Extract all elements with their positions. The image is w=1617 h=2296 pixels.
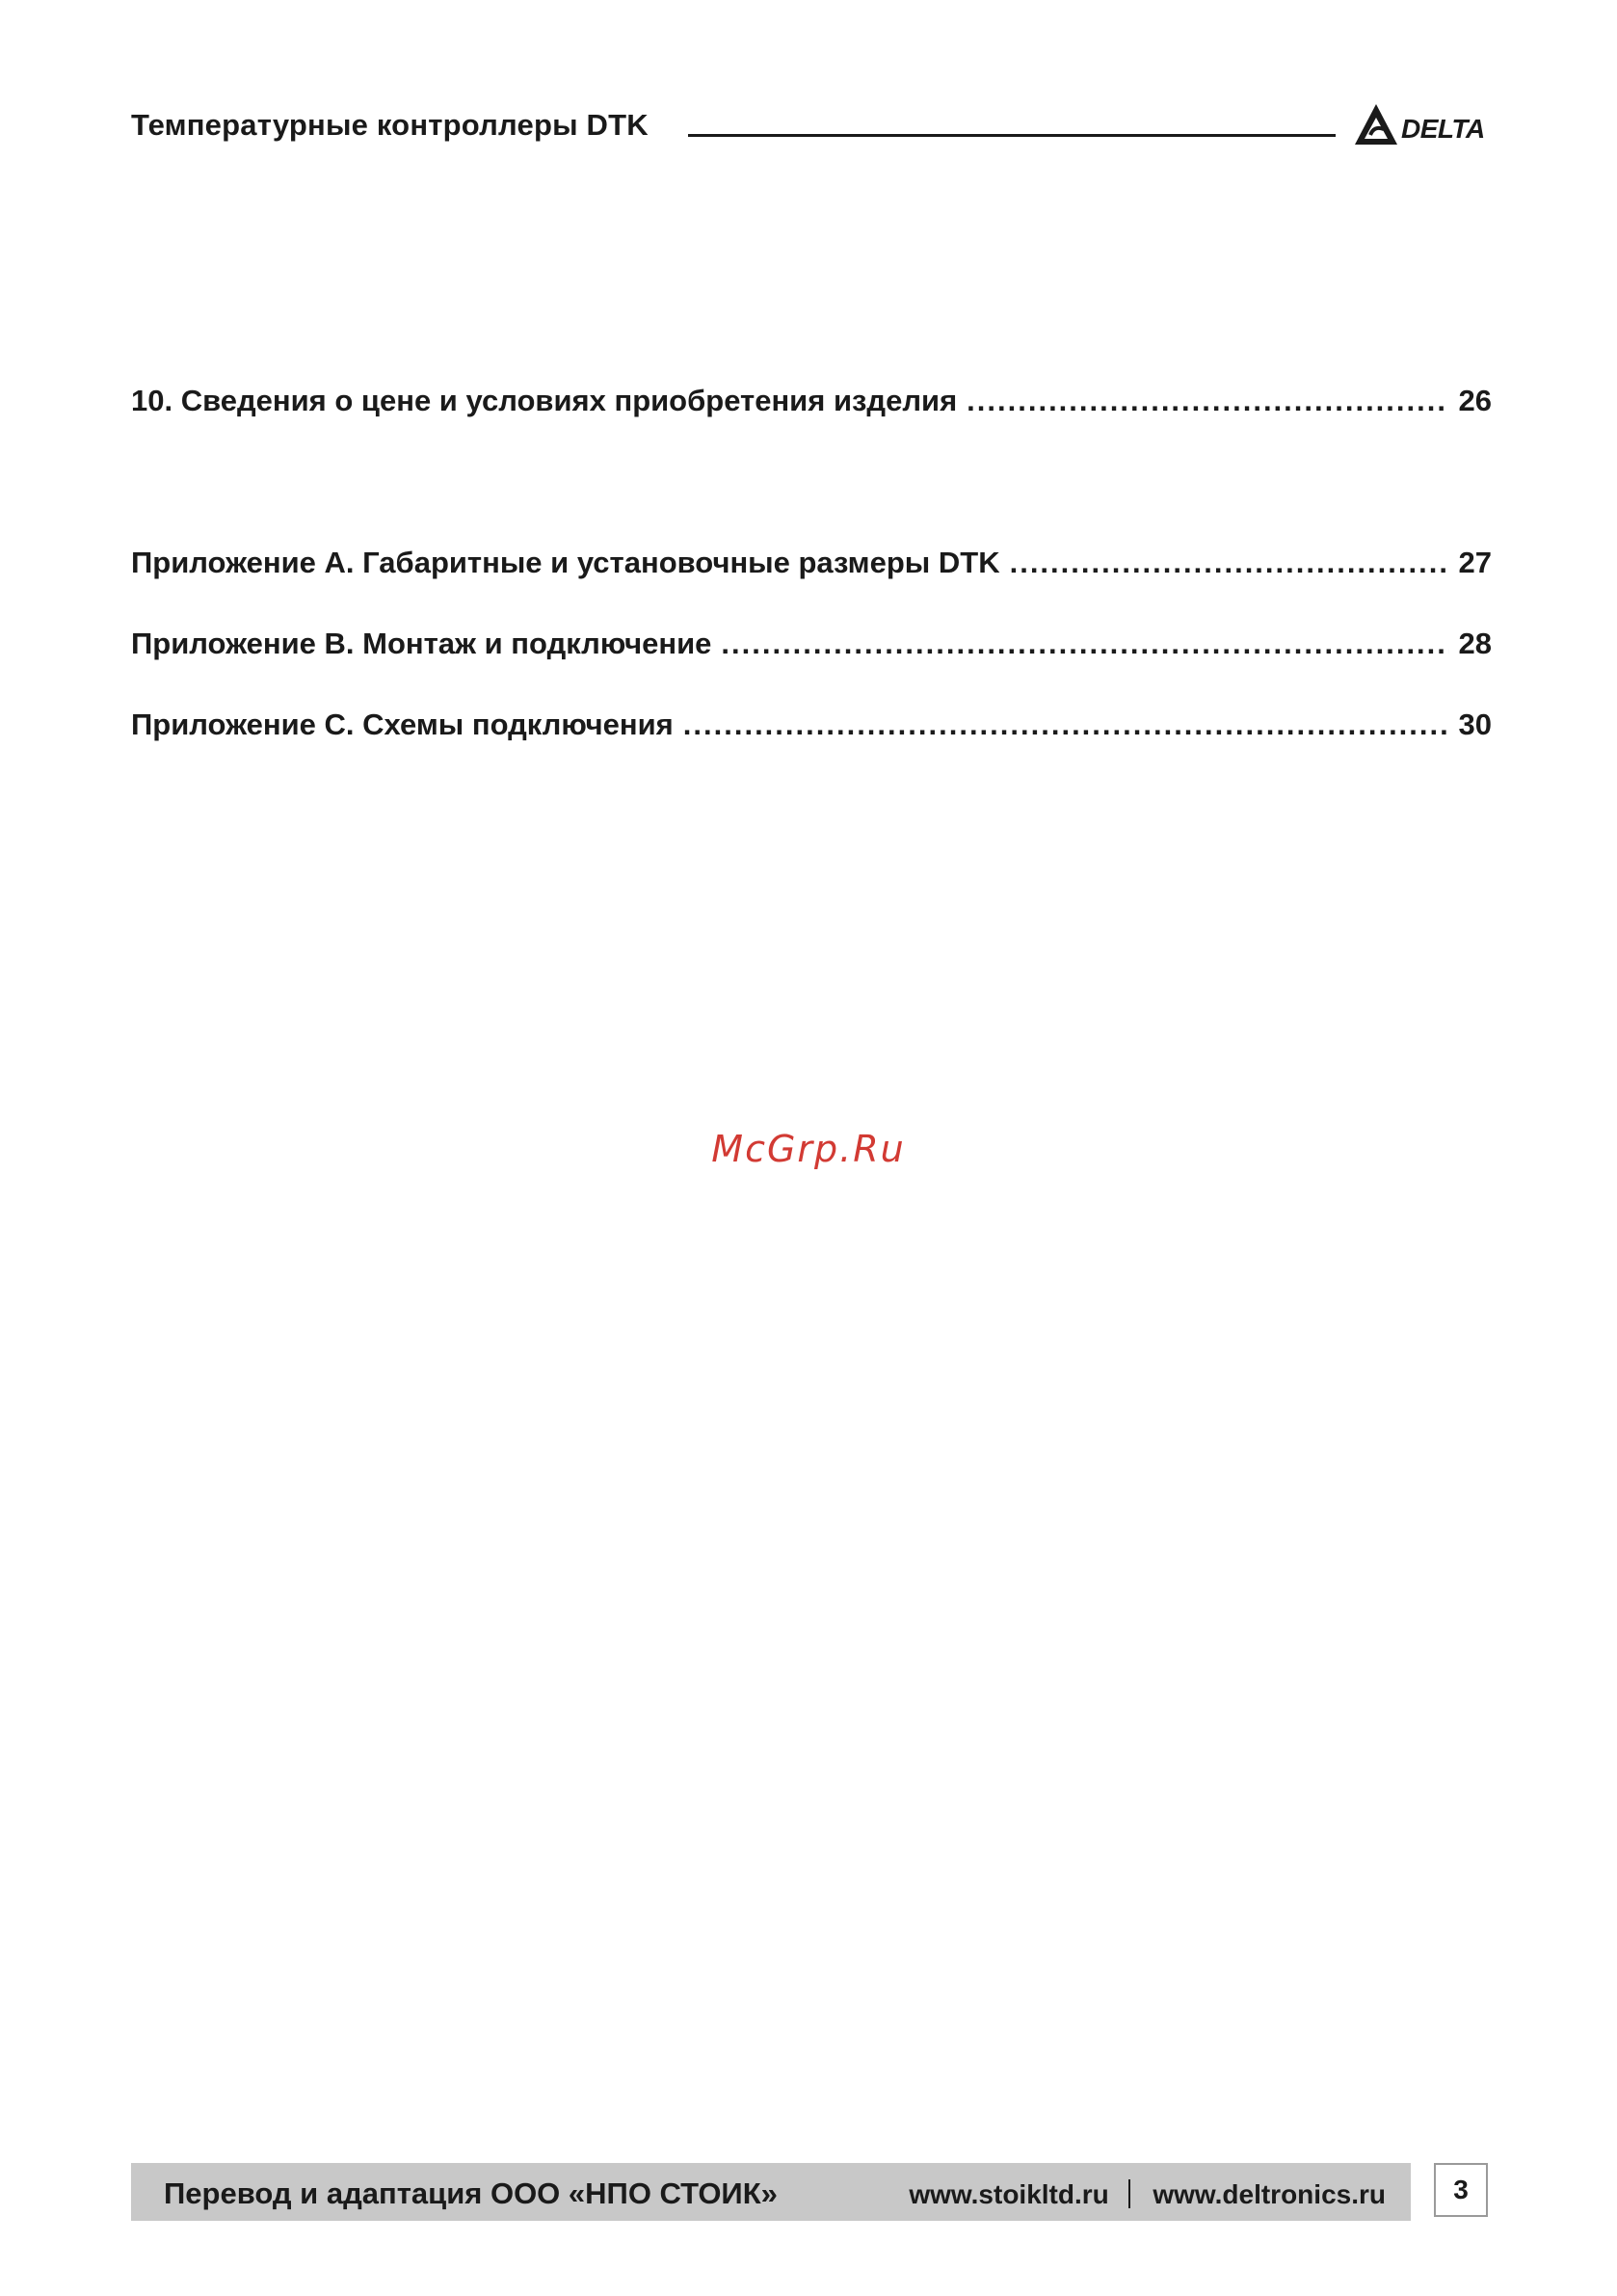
toc-entry-label: Приложение A. Габаритные и установочные размеры DTK xyxy=(131,546,1000,579)
toc-entry-appendix-a[interactable] xyxy=(131,546,1492,588)
delta-triangle-logo-icon xyxy=(1353,102,1405,147)
toc-entry-label: 10. Сведения о цене и условиях приобретения изделия xyxy=(131,384,958,417)
toc-entry-label: Приложение C. Схемы подключения xyxy=(131,707,674,741)
toc-entry-appendix-c[interactable] xyxy=(131,707,1492,750)
watermark-text: McGrp.Ru xyxy=(711,1128,906,1170)
toc-page-number: 28 xyxy=(1458,627,1492,660)
toc-page-number: 27 xyxy=(1458,546,1492,579)
toc-dot-leader xyxy=(967,384,1448,418)
toc-page-number: 30 xyxy=(1458,707,1492,741)
footer-separator xyxy=(1128,2179,1130,2208)
stoik-website-link[interactable]: www.stoikltd.ru xyxy=(909,2179,1109,2209)
deltronics-website-link[interactable]: www.deltronics.ru xyxy=(1153,2179,1386,2209)
page-header xyxy=(131,102,1492,150)
toc-dot-leader xyxy=(683,707,1449,742)
translation-credit: Перевод и адаптация ООО «НПО СТОИК» xyxy=(164,2176,778,2210)
header-divider xyxy=(688,134,1336,137)
toc-dot-leader xyxy=(721,627,1448,661)
toc-page-number: 26 xyxy=(1458,384,1492,417)
page-footer xyxy=(131,2163,1411,2221)
toc-entry-appendix-b[interactable] xyxy=(131,627,1492,669)
delta-logo xyxy=(1353,102,1492,147)
toc-dot-leader xyxy=(1010,546,1449,580)
document-title: Температурные контроллеры DTK xyxy=(131,108,649,142)
toc-entry-section-10[interactable] xyxy=(131,384,1492,426)
toc-entry-label: Приложение B. Монтаж и подключение xyxy=(131,627,712,660)
page-number: 3 xyxy=(1434,2163,1488,2217)
footer-links xyxy=(909,2179,1386,2210)
logo-text: DELTA xyxy=(1401,114,1485,144)
